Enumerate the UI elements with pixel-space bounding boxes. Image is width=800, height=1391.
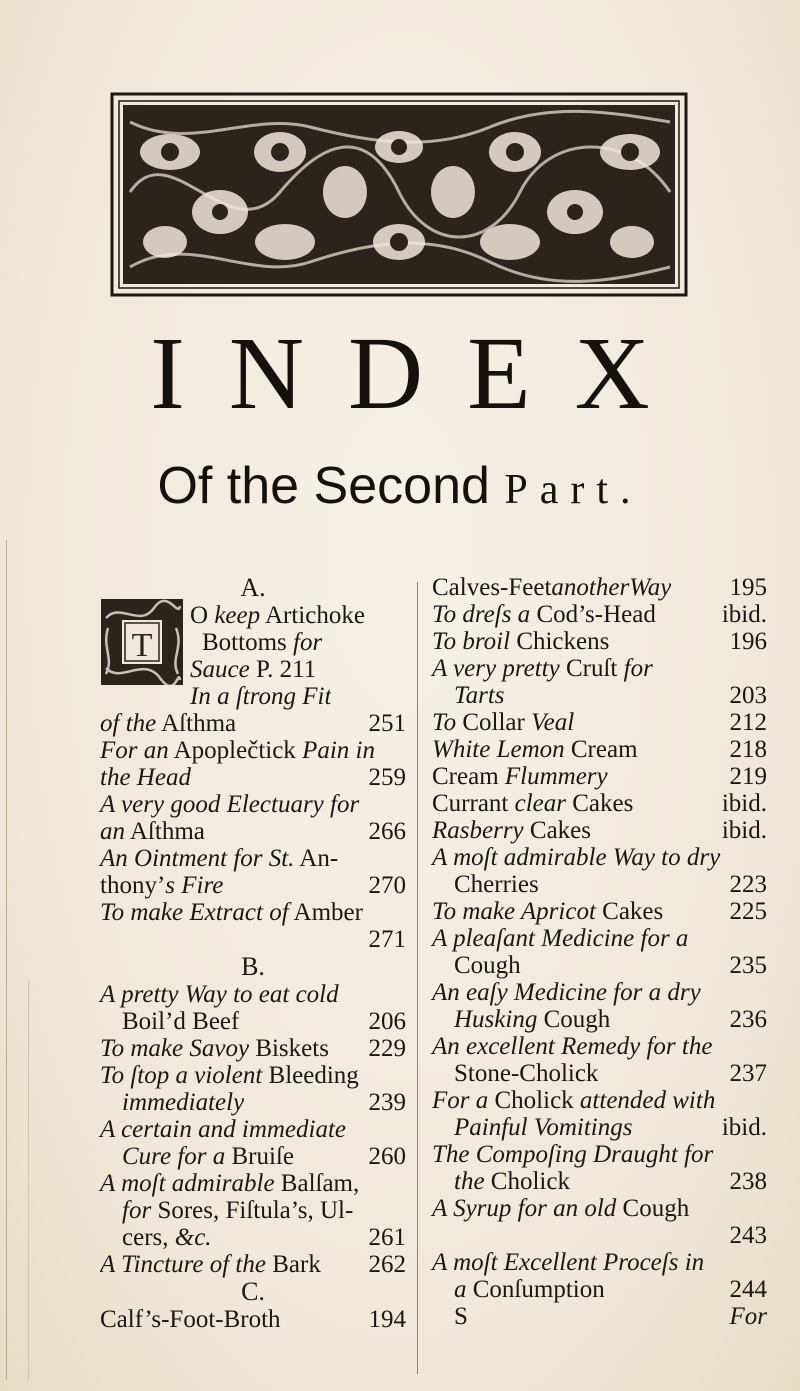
entry-title: cers, &c. (122, 1224, 212, 1251)
index-entry-text: A moſt Excellent Proceſs in (432, 1249, 705, 1276)
page-number: 270 (368, 872, 406, 899)
entry-title: Cherries (454, 871, 539, 898)
index-entry-text: Bottoms for (202, 629, 323, 656)
page-number: 194 (368, 1306, 406, 1333)
index-entry (432, 1060, 767, 1087)
entry-title: Tarts (454, 682, 505, 709)
index-entry-text: A very good Electuary for (100, 791, 360, 818)
entry-title: immediately (122, 1089, 245, 1116)
entry-title: To dreſs a Cod’s-Head (432, 601, 656, 628)
page-number: 223 (729, 871, 767, 898)
page-number: ibid. (721, 601, 767, 628)
index-entry (432, 1303, 767, 1330)
index-entry (100, 683, 406, 710)
index-entry (432, 736, 767, 763)
index-entry (100, 1251, 406, 1278)
index-entry (432, 574, 767, 601)
index-entry (100, 1008, 406, 1035)
left-column (100, 574, 406, 1333)
entry-title: White Lemon Cream (432, 736, 638, 763)
section-letter: C. (241, 1277, 265, 1306)
entry-title: A Tincture of the Bark (100, 1251, 321, 1278)
index-entry-text: A very pretty Cruſt for (432, 655, 653, 682)
index-entry (432, 1168, 767, 1195)
entry-title: To broil Chickens (432, 628, 610, 655)
page-number: 237 (729, 1060, 767, 1087)
entry-title: Cure for a Bruiſe (122, 1143, 294, 1170)
page-number: 195 (729, 574, 767, 601)
section-letter: A. (240, 573, 266, 602)
index-entry (100, 1224, 406, 1251)
index-entry (100, 1035, 406, 1062)
page-number: 229 (368, 1035, 406, 1062)
entry-title: Cream Flummery (432, 763, 608, 790)
entry-title: Husking Cough (454, 1006, 611, 1033)
entry-title: S (454, 1303, 468, 1330)
page-edge-shadow-inner (28, 980, 29, 1380)
page-number: 262 (368, 1251, 406, 1278)
page-number: 251 (368, 710, 406, 737)
index-title: INDEX (150, 316, 694, 431)
entry-title: Sauce P. 211 (190, 656, 317, 683)
entry-title: thony’s Fire (100, 872, 224, 899)
svg-text:T: T (131, 627, 153, 664)
page-number: 235 (729, 952, 767, 979)
index-entry (100, 1089, 406, 1116)
index-entry-text: A pleaſant Medicine for a (432, 925, 689, 952)
index-entry-text: for Sores, Fiſtula’s, Ul- (122, 1197, 354, 1224)
index-entry (100, 656, 406, 683)
page-number: For (729, 1303, 767, 1330)
subtitle-main: Of the Second (157, 457, 505, 515)
page-number: ibid. (721, 817, 767, 844)
index-entry (432, 1276, 767, 1303)
index-entry-text: O keep Artichoke (190, 602, 365, 629)
entry-title: Rasberry Cakes (432, 817, 592, 844)
page-number: 260 (368, 1143, 406, 1170)
index-entry-text: A pretty Way to eat cold (100, 981, 339, 1008)
index-entry (100, 1143, 406, 1170)
page-number: 238 (729, 1168, 767, 1195)
entry-title: To make Apricot Cakes (432, 898, 664, 925)
index-entry (432, 871, 767, 898)
index-entry-text: A Syrup for an old Cough (432, 1195, 690, 1222)
right-column (432, 574, 767, 1330)
page-number: 218 (729, 736, 767, 763)
index-entry-text: The Compoſing Draught for (432, 1141, 714, 1168)
page-number: 225 (729, 898, 767, 925)
index-entry (432, 1222, 767, 1249)
index-entry (100, 872, 406, 899)
page-number: 243 (729, 1222, 767, 1249)
entry-title: a Conſumption (454, 1276, 605, 1303)
subtitle-part: Part. (504, 467, 643, 513)
column-divider (417, 582, 418, 1374)
index-entry-text: An excellent Remedy for the (432, 1033, 713, 1060)
page-number: 206 (368, 1008, 406, 1035)
entry-title: the Head (100, 764, 191, 791)
index-entry (100, 764, 406, 791)
index-entry (432, 817, 767, 844)
entry-title: Stone-Cholick (454, 1060, 599, 1087)
page-number: 212 (729, 709, 767, 736)
entry-title: Cough (454, 952, 521, 979)
index-entry (432, 898, 767, 925)
entry-title: the Cholick (454, 1168, 570, 1195)
entry-title: To Collar Veal (432, 709, 575, 736)
ornamental-headpiece (110, 92, 688, 297)
page-number: 261 (368, 1224, 406, 1251)
index-entry (432, 763, 767, 790)
index-entry (100, 926, 406, 953)
index-entry (432, 628, 767, 655)
page-number: 219 (729, 763, 767, 790)
index-entry (432, 601, 767, 628)
page-number: 271 (368, 926, 406, 953)
page-number: 259 (368, 764, 406, 791)
index-entry-text: An Ointment for St. An- (100, 845, 339, 872)
entry-title: Currant clear Cakes (432, 790, 634, 817)
page-number: 196 (729, 628, 767, 655)
page-number: 239 (368, 1089, 406, 1116)
entry-title: Boil’d Beef (122, 1008, 240, 1035)
index-entry (100, 710, 406, 737)
index-entry-text: An eaſy Medicine for a dry (432, 979, 701, 1006)
page-number: 203 (729, 682, 767, 709)
entry-title: of the Aſthma (100, 710, 237, 737)
entry-title: Calf’s-Foot-Broth (100, 1306, 281, 1333)
page-number: ibid. (721, 1114, 767, 1141)
page-number: 244 (729, 1276, 767, 1303)
index-entry (432, 790, 767, 817)
index-entry (100, 1306, 406, 1333)
index-entry-text: A moſt admirable Way to dry (432, 844, 721, 871)
index-entry (432, 1114, 767, 1141)
page-number: 266 (368, 818, 406, 845)
index-entry-text: A certain and immediate (100, 1116, 347, 1143)
index-entry-text: To ſtop a violent Bleeding (100, 1062, 359, 1089)
entry-title: To make Savoy Biskets (100, 1035, 329, 1062)
index-entry (432, 1006, 767, 1033)
index-entry (432, 709, 767, 736)
page-number: 236 (729, 1006, 767, 1033)
entry-title: an Aſthma (100, 818, 205, 845)
index-subtitle (0, 457, 800, 515)
entry-title: Painful Vomitings (454, 1114, 633, 1141)
index-entry (432, 952, 767, 979)
page-number: ibid. (721, 790, 767, 817)
index-entry-text: For a Cholick attended with (432, 1087, 716, 1114)
entry-title: In a ſtrong Fit (190, 683, 332, 710)
section-letter: B. (241, 952, 265, 981)
index-entry-text: For an Apoplečtick Pain in (100, 737, 375, 764)
index-entry (100, 818, 406, 845)
entry-title: Calves-FeetanotherWay (432, 574, 672, 601)
index-entry (432, 682, 767, 709)
index-entry-text: To make Extract of Amber (100, 899, 363, 926)
index-entry-text: A moſt admirable Balſam, (100, 1170, 360, 1197)
page-edge-shadow (6, 540, 7, 1380)
